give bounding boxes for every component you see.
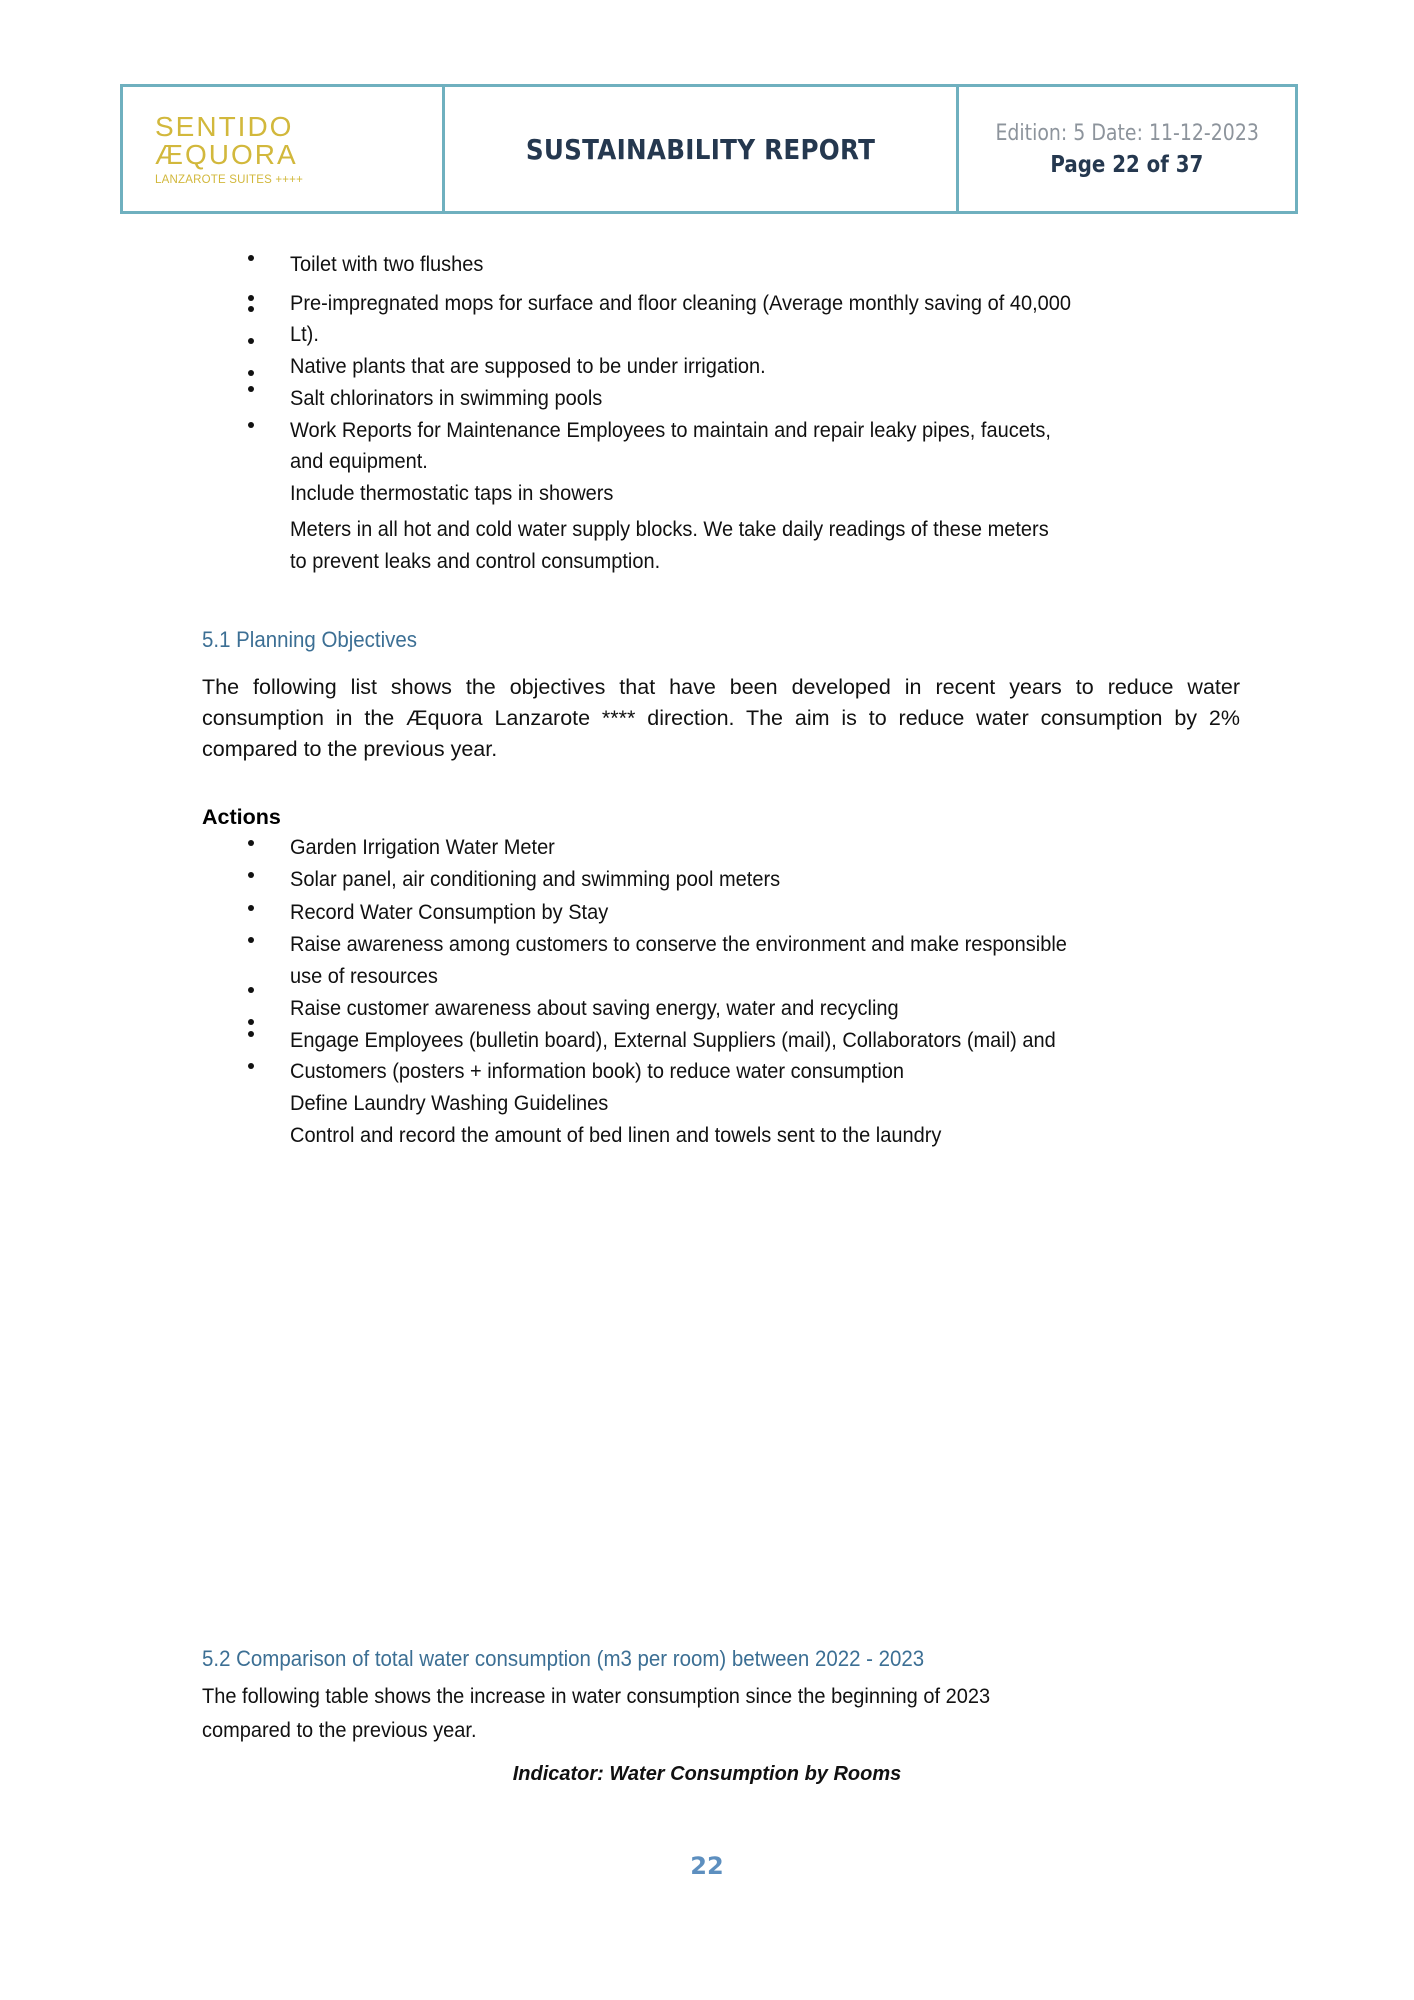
- action-item-continuation: Customers (posters + information book) to reduce water consumption: [290, 1059, 905, 1083]
- action-item: Garden Irrigation Water Meter: [290, 835, 555, 859]
- actions-label: Actions: [202, 805, 281, 829]
- bullet-icon: [248, 840, 254, 846]
- action-item: Solar panel, air conditioning and swimming pool meters: [290, 867, 781, 891]
- section-5-1-paragraph: The following list shows the objectives that have been developed in recent years to reduce water consumption in the Æquora Lanzarote **** direction. The aim is to reduce water consumption by 2% compared to the previous year.: [202, 675, 1240, 761]
- title-cell: [445, 87, 959, 211]
- list-item-continuation: and equipment.: [290, 449, 428, 473]
- bullet-icon: [248, 905, 254, 911]
- page-counter: Page 22 of 37: [1050, 151, 1204, 178]
- bullet-icon: [248, 987, 254, 993]
- hotel-logo-subtitle: LANZAROTE SUITES ++++: [155, 173, 304, 186]
- action-item: Raise awareness among customers to conserve the environment and make responsible: [290, 932, 1067, 956]
- section-5-2-paragraph-line: compared to the previous year.: [202, 1718, 477, 1742]
- report-title: SUSTAINABILITY REPORT: [525, 132, 876, 166]
- bullet-icon: [248, 338, 254, 344]
- bullet-icon: [248, 370, 254, 376]
- bullet-icon: [248, 1031, 254, 1037]
- indicator-caption: Indicator: Water Consumption by Rooms: [512, 1763, 902, 1785]
- list-item: Pre-impregnated mops for surface and floor cleaning (Average monthly saving of 40,000: [290, 291, 1071, 315]
- hotel-logo: SENTIDO ÆQUORA: [155, 110, 298, 170]
- bullet-icon: [248, 872, 254, 878]
- list-item: Meters in all hot and cold water supply blocks. We take daily readings of these meters: [290, 517, 1049, 541]
- section-heading-5-1: 5.1 Planning Objectives: [202, 627, 417, 652]
- logo-cell: [123, 87, 445, 211]
- bullet-icon: [248, 937, 254, 943]
- list-item: Work Reports for Maintenance Employees to maintain and repair leaky pipes, faucets,: [290, 418, 1051, 442]
- bullet-icon: [248, 255, 254, 261]
- bullet-icon: [248, 1063, 254, 1069]
- page-number: 22: [690, 1852, 724, 1880]
- meta-cell: [959, 87, 1295, 211]
- section-5-2-paragraph-line: The following table shows the increase in water consumption since the beginning of 2023: [202, 1684, 991, 1708]
- list-item-continuation: to prevent leaks and control consumption.: [290, 549, 661, 573]
- list-item-continuation: Lt).: [290, 322, 319, 346]
- bullet-icon: [248, 386, 254, 392]
- action-item: Control and record the amount of bed linen and towels sent to the laundry: [290, 1123, 942, 1147]
- action-item: Define Laundry Washing Guidelines: [290, 1091, 609, 1115]
- bullet-icon: [248, 295, 254, 301]
- list-item: Toilet with two flushes: [290, 252, 484, 276]
- edition-date: Edition: 5 Date: 11-12-2023: [995, 120, 1259, 146]
- list-item: Include thermostatic taps in showers: [290, 481, 614, 505]
- list-item: Native plants that are supposed to be under irrigation.: [290, 354, 766, 378]
- action-item-continuation: use of resources: [290, 964, 438, 988]
- report-header: [120, 84, 1298, 214]
- bullet-icon: [248, 306, 254, 312]
- bullet-icon: [248, 422, 254, 428]
- bullet-icon: [248, 1019, 254, 1025]
- action-item: Raise customer awareness about saving energy, water and recycling: [290, 996, 899, 1020]
- section-heading-5-2: 5.2 Comparison of total water consumption (m3 per room) between 2022 - 2023: [202, 1646, 925, 1671]
- list-item: Salt chlorinators in swimming pools: [290, 386, 603, 410]
- action-item: Engage Employees (bulletin board), External Suppliers (mail), Collaborators (mail) and: [290, 1028, 1056, 1052]
- action-item: Record Water Consumption by Stay: [290, 900, 609, 924]
